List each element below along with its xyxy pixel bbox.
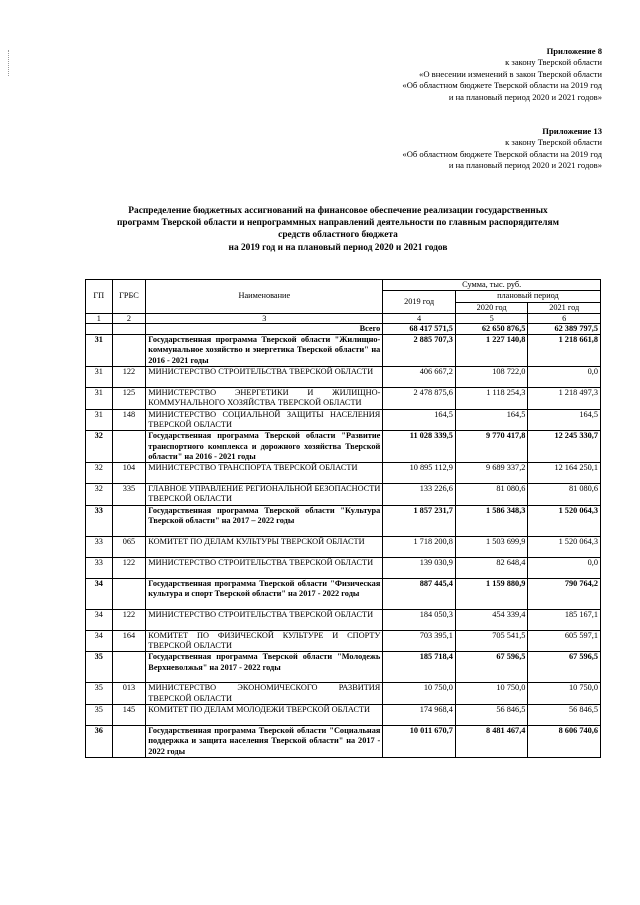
title-line: средств областного бюджета	[278, 230, 398, 241]
cell-gp: 34	[86, 609, 113, 630]
appendix-8-title: Приложение 8	[546, 46, 602, 56]
cell-grbs: 122	[112, 367, 146, 388]
column-index: 2	[112, 313, 146, 323]
cell-name: МИНИСТЕРСТВО СТРОИТЕЛЬСТВА ТВЕРСКОЙ ОБЛАСТИ	[146, 557, 383, 578]
cell-gp: 32	[86, 463, 113, 484]
column-index: 4	[383, 313, 456, 323]
program-row	[86, 335, 601, 367]
cell-gp: 35	[86, 683, 113, 705]
cell-2019: 11 028 339,5	[383, 431, 456, 463]
cell-2019: 1 857 231,7	[383, 505, 456, 536]
cell-2021: 0,0	[528, 557, 601, 578]
department-row	[86, 683, 601, 705]
cell-2019: 185 718,4	[383, 652, 456, 683]
cell-2020: 108 722,0	[455, 367, 528, 388]
cell-name: КОМИТЕТ ПО ДЕЛАМ КУЛЬТУРЫ ТВЕРСКОЙ ОБЛАСТИ	[146, 536, 383, 557]
cell-2019: 887 445,4	[383, 578, 456, 609]
cell-grbs: 065	[112, 536, 146, 557]
total-gp	[86, 323, 113, 334]
table-header	[86, 280, 601, 314]
cell-grbs: 335	[112, 484, 146, 506]
header-sum: Сумма, тыс. руб.	[383, 280, 601, 291]
cell-2020: 56 846,5	[455, 704, 528, 725]
cell-gp: 35	[86, 704, 113, 725]
cell-2021: 164,5	[528, 409, 601, 431]
cell-2019: 703 395,1	[383, 630, 456, 652]
department-row	[86, 484, 601, 506]
cell-gp: 33	[86, 536, 113, 557]
title-line: на 2019 год и на плановый период 2020 и 2021 годов	[228, 242, 448, 253]
cell-2020: 9 689 337,2	[455, 463, 528, 484]
cell-gp: 31	[86, 409, 113, 431]
department-row	[86, 463, 601, 484]
cell-gp: 31	[86, 335, 113, 367]
department-row	[86, 609, 601, 630]
table-body	[86, 313, 601, 757]
cell-2020: 82 648,4	[455, 557, 528, 578]
cell-2020: 10 750,0	[455, 683, 528, 705]
department-row	[86, 388, 601, 410]
cell-2021: 605 597,1	[528, 630, 601, 652]
cell-2020: 705 541,5	[455, 630, 528, 652]
cell-2019: 184 050,3	[383, 609, 456, 630]
cell-2019: 1 718 200,8	[383, 536, 456, 557]
total-label: Всего	[146, 323, 383, 334]
total-2020: 62 650 876,5	[455, 323, 528, 334]
program-row	[86, 725, 601, 757]
column-index-row	[86, 313, 601, 323]
scan-edge-mark	[8, 50, 10, 76]
department-row	[86, 536, 601, 557]
cell-2021: 185 167,1	[528, 609, 601, 630]
cell-gp: 34	[86, 630, 113, 652]
cell-gp: 31	[86, 388, 113, 410]
cell-2020: 1 586 348,3	[455, 505, 528, 536]
cell-grbs: 122	[112, 609, 146, 630]
cell-2019: 133 226,6	[383, 484, 456, 506]
cell-2019: 10 750,0	[383, 683, 456, 705]
program-row	[86, 431, 601, 463]
cell-2021: 81 080,6	[528, 484, 601, 506]
department-row	[86, 409, 601, 431]
cell-2021: 1 218 661,8	[528, 335, 601, 367]
cell-2021: 12 164 250,1	[528, 463, 601, 484]
cell-grbs: 148	[112, 409, 146, 431]
cell-2021: 12 245 330,7	[528, 431, 601, 463]
cell-2021: 67 596,5	[528, 652, 601, 683]
cell-2020: 1 159 880,9	[455, 578, 528, 609]
cell-gp: 31	[86, 367, 113, 388]
cell-2020: 1 227 140,8	[455, 335, 528, 367]
total-row	[86, 323, 601, 334]
cell-2019: 2 885 707,3	[383, 335, 456, 367]
total-grbs	[112, 323, 146, 334]
cell-2020: 1 503 699,9	[455, 536, 528, 557]
column-index: 3	[146, 313, 383, 323]
department-row	[86, 630, 601, 652]
appendix-8-line: и на плановый период 2020 и 2021 годов»	[448, 91, 602, 102]
cell-2019: 2 478 875,6	[383, 388, 456, 410]
appendix-13-line: и на плановый период 2020 и 2021 годов»	[448, 160, 602, 171]
cell-grbs: 145	[112, 704, 146, 725]
cell-2021: 1 218 497,3	[528, 388, 601, 410]
cell-grbs	[112, 335, 146, 367]
cell-2019: 139 030,9	[383, 557, 456, 578]
cell-grbs: 164	[112, 630, 146, 652]
header-grbs: ГРБС	[112, 280, 146, 314]
cell-name: КОМИТЕТ ПО ФИЗИЧЕСКОЙ КУЛЬТУРЕ И СПОРТУ ТВЕРСКОЙ ОБЛАСТИ	[146, 630, 383, 652]
header-name: Наименование	[146, 280, 383, 314]
header-gp: ГП	[86, 280, 113, 314]
cell-gp: 32	[86, 431, 113, 463]
cell-gp: 32	[86, 484, 113, 506]
appendix-13-line: «Об областном бюджете Тверской области на 2019 год	[402, 148, 602, 159]
cell-name: МИНИСТЕРСТВО ТРАНСПОРТА ТВЕРСКОЙ ОБЛАСТИ	[146, 463, 383, 484]
document-title	[78, 205, 598, 254]
cell-2020: 67 596,5	[455, 652, 528, 683]
cell-name: МИНИСТЕРСТВО СТРОИТЕЛЬСТВА ТВЕРСКОЙ ОБЛАСТИ	[146, 609, 383, 630]
appendix-8-line: «Об областном бюджете Тверской области на 2019 год	[402, 80, 602, 91]
department-row	[86, 704, 601, 725]
cell-gp: 34	[86, 578, 113, 609]
cell-grbs: 013	[112, 683, 146, 705]
cell-grbs	[112, 578, 146, 609]
cell-2020: 8 481 467,4	[455, 725, 528, 757]
appendix-8-line: к закону Тверской области	[505, 57, 602, 68]
cell-name: Государственная программа Тверской области "Физическая культура и спорт Тверской области" на 2017 - 2022 годы	[146, 578, 383, 609]
budget-table	[85, 279, 601, 758]
cell-2019: 164,5	[383, 409, 456, 431]
total-2019: 68 417 571,5	[383, 323, 456, 334]
cell-grbs	[112, 725, 146, 757]
appendix-8-header	[402, 46, 602, 103]
cell-gp: 33	[86, 557, 113, 578]
cell-2019: 174 968,4	[383, 704, 456, 725]
total-2021: 62 389 797,5	[528, 323, 601, 334]
cell-2021: 1 520 064,3	[528, 536, 601, 557]
cell-2021: 56 846,5	[528, 704, 601, 725]
appendix-13-title: Приложение 13	[542, 126, 602, 136]
cell-name: МИНИСТЕРСТВО СОЦИАЛЬНОЙ ЗАЩИТЫ НАСЕЛЕНИЯ ТВЕРСКОЙ ОБЛАСТИ	[146, 409, 383, 431]
cell-2021: 790 764,2	[528, 578, 601, 609]
cell-2020: 164,5	[455, 409, 528, 431]
title-line: программ Тверской области и непрограммных направлений деятельности по главным распорядителям	[116, 218, 560, 229]
column-index: 1	[86, 313, 113, 323]
cell-2020: 81 080,6	[455, 484, 528, 506]
cell-2021: 0,0	[528, 367, 601, 388]
cell-name: МИНИСТЕРСТВО СТРОИТЕЛЬСТВА ТВЕРСКОЙ ОБЛАСТИ	[146, 367, 383, 388]
cell-2019: 406 667,2	[383, 367, 456, 388]
program-row	[86, 578, 601, 609]
cell-gp: 33	[86, 505, 113, 536]
cell-name: Государственная программа Тверской области "Культура Тверской области" на 2017 – 2022 годы	[146, 505, 383, 536]
cell-name: Государственная программа Тверской области "Развитие транспортного комплекса и дорожного хозяйства Тверской области" на 2016 - 2021 годы	[146, 431, 383, 463]
cell-2020: 454 339,4	[455, 609, 528, 630]
cell-2020: 1 118 254,3	[455, 388, 528, 410]
cell-grbs: 104	[112, 463, 146, 484]
cell-2021: 1 520 064,3	[528, 505, 601, 536]
appendix-8-line: «О внесении изменений в закон Тверской области	[419, 68, 602, 79]
column-index: 5	[455, 313, 528, 323]
cell-2019: 10 011 670,7	[383, 725, 456, 757]
cell-2021: 8 606 740,6	[528, 725, 601, 757]
cell-2021: 10 750,0	[528, 683, 601, 705]
appendix-13-header	[402, 126, 602, 172]
cell-2020: 9 770 417,8	[455, 431, 528, 463]
appendix-13-line: к закону Тверской области	[505, 137, 602, 148]
department-row	[86, 367, 601, 388]
cell-name: Государственная программа Тверской области "Жилищно-коммунальное хозяйство и энергетика Тверской области" на 2016 - 2021 годы	[146, 335, 383, 367]
cell-name: Государственная программа Тверской области "Молодежь Верхневолжья" на 2017 - 2022 годы	[146, 652, 383, 683]
header-2019: 2019 год	[383, 291, 456, 314]
program-row	[86, 652, 601, 683]
cell-grbs: 125	[112, 388, 146, 410]
cell-gp: 36	[86, 725, 113, 757]
cell-2019: 10 895 112,9	[383, 463, 456, 484]
title-line: Распределение бюджетных ассигнований на финансовое обеспечение реализации государственных	[128, 206, 548, 216]
cell-grbs	[112, 431, 146, 463]
cell-grbs	[112, 652, 146, 683]
cell-name: Государственная программа Тверской области "Социальная поддержка и защита населения Тверской области" на 2017 - 2022 годы	[146, 725, 383, 757]
cell-name: ГЛАВНОЕ УПРАВЛЕНИЕ РЕГИОНАЛЬНОЙ БЕЗОПАСНОСТИ ТВЕРСКОЙ ОБЛАСТИ	[146, 484, 383, 506]
program-row	[86, 505, 601, 536]
cell-grbs: 122	[112, 557, 146, 578]
header-2020: 2020 год	[455, 302, 528, 313]
cell-name: КОМИТЕТ ПО ДЕЛАМ МОЛОДЕЖИ ТВЕРСКОЙ ОБЛАСТИ	[146, 704, 383, 725]
header-planned: плановый период	[455, 291, 600, 302]
cell-gp: 35	[86, 652, 113, 683]
cell-name: МИНИСТЕРСТВО ЭКОНОМИЧЕСКОГО РАЗВИТИЯ ТВЕРСКОЙ ОБЛАСТИ	[146, 683, 383, 705]
cell-grbs	[112, 505, 146, 536]
header-2021: 2021 год	[528, 302, 601, 313]
cell-name: МИНИСТЕРСТВО ЭНЕРГЕТИКИ И ЖИЛИЩНО-КОММУНАЛЬНОГО ХОЗЯЙСТВА ТВЕРСКОЙ ОБЛАСТИ	[146, 388, 383, 410]
column-index: 6	[528, 313, 601, 323]
department-row	[86, 557, 601, 578]
